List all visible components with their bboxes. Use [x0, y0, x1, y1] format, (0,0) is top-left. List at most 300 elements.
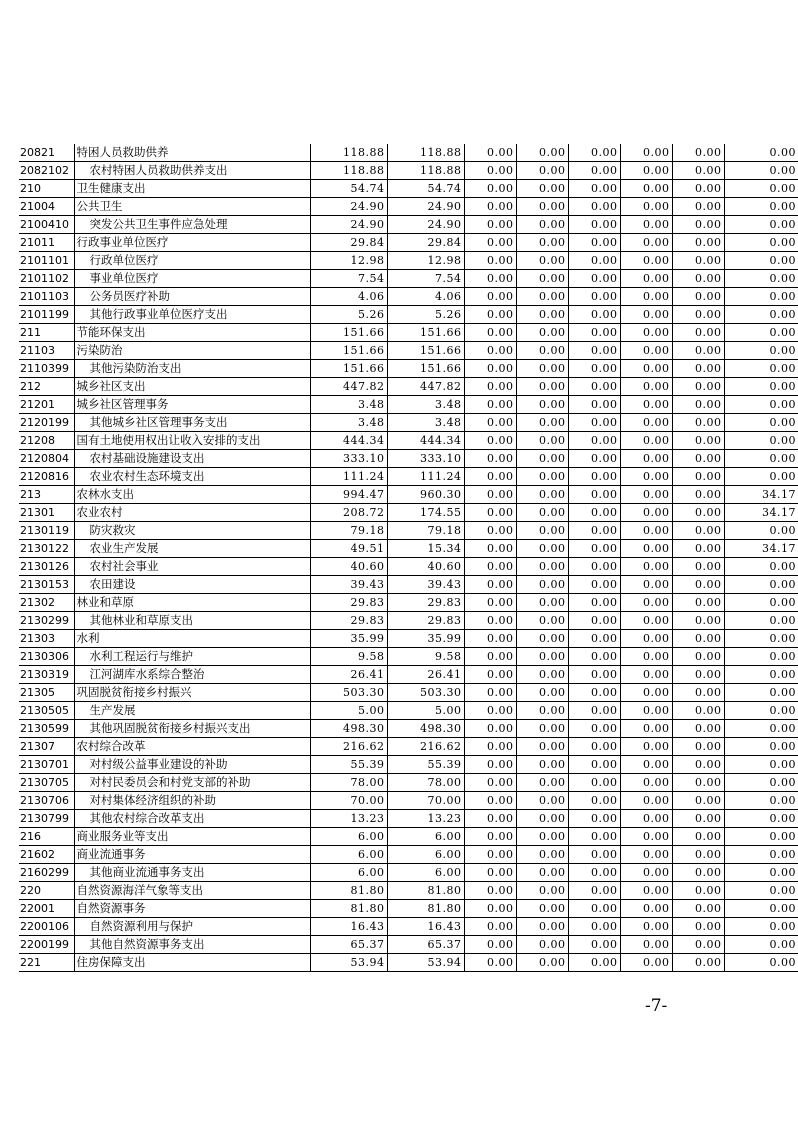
subject-name-cell: 商业流通事务: [74, 846, 310, 864]
subject-code-cell: 2120816: [19, 468, 74, 486]
amount-cell: 0.00: [568, 558, 620, 576]
table-row: [19, 504, 798, 522]
amount-cell: 0.00: [464, 468, 516, 486]
subject-code-cell: 2130319: [19, 666, 74, 684]
amount-cell: 0.00: [724, 936, 798, 954]
amount-cell: 0.00: [568, 738, 620, 756]
amount-cell: 0.00: [568, 468, 620, 486]
amount-cell: 4.06: [387, 288, 464, 306]
amount-cell: 0.00: [568, 900, 620, 918]
subject-code-cell: 2130505: [19, 702, 74, 720]
subject-name-cell: 自然资源海洋气象等支出: [74, 882, 310, 900]
amount-cell: 0.00: [672, 216, 724, 234]
amount-cell: 34.17: [724, 504, 798, 522]
subject-name-cell: 其他自然资源事务支出: [74, 936, 310, 954]
amount-cell: 0.00: [672, 594, 724, 612]
amount-cell: 0.00: [568, 198, 620, 216]
subject-code-cell: 2130153: [19, 576, 74, 594]
subject-code-cell: 2130299: [19, 612, 74, 630]
amount-cell: 0.00: [568, 486, 620, 504]
subject-code-cell: 21301: [19, 504, 74, 522]
subject-code-cell: 2120199: [19, 414, 74, 432]
table-row: [19, 414, 798, 432]
amount-cell: 0.00: [672, 666, 724, 684]
subject-name-cell: 事业单位医疗: [74, 270, 310, 288]
table-row: [19, 288, 798, 306]
subject-code-cell: 2130799: [19, 810, 74, 828]
subject-code-cell: 2101199: [19, 306, 74, 324]
amount-cell: 0.00: [464, 378, 516, 396]
amount-cell: 0.00: [568, 252, 620, 270]
amount-cell: 0.00: [464, 882, 516, 900]
amount-cell: 0.00: [724, 918, 798, 936]
table-row: [19, 684, 798, 702]
amount-cell: 0.00: [672, 180, 724, 198]
subject-name-cell: 卫生健康支出: [74, 180, 310, 198]
amount-cell: 0.00: [568, 702, 620, 720]
amount-cell: 333.10: [387, 450, 464, 468]
amount-cell: 81.80: [387, 900, 464, 918]
subject-code-cell: 212: [19, 378, 74, 396]
amount-cell: 0.00: [516, 198, 568, 216]
amount-cell: 0.00: [516, 810, 568, 828]
amount-cell: 0.00: [724, 594, 798, 612]
amount-cell: 0.00: [620, 864, 672, 882]
amount-cell: 0.00: [620, 324, 672, 342]
subject-name-cell: 农林水支出: [74, 486, 310, 504]
amount-cell: 0.00: [516, 378, 568, 396]
subject-code-cell: 21201: [19, 396, 74, 414]
subject-name-cell: 林业和草原: [74, 594, 310, 612]
table-row: [19, 828, 798, 846]
subject-name-cell: 农业农村生态环境支出: [74, 468, 310, 486]
amount-cell: 0.00: [672, 540, 724, 558]
amount-cell: 0.00: [672, 702, 724, 720]
table-row: [19, 558, 798, 576]
table-row: [19, 378, 798, 396]
subject-code-cell: 2130706: [19, 792, 74, 810]
subject-code-cell: 21004: [19, 198, 74, 216]
amount-cell: 0.00: [464, 666, 516, 684]
amount-cell: 0.00: [464, 414, 516, 432]
table-row: [19, 756, 798, 774]
amount-cell: 53.94: [387, 954, 464, 972]
amount-cell: 208.72: [310, 504, 387, 522]
table-row: [19, 342, 798, 360]
amount-cell: 16.43: [310, 918, 387, 936]
amount-cell: 15.34: [387, 540, 464, 558]
amount-cell: 333.10: [310, 450, 387, 468]
amount-cell: 0.00: [516, 450, 568, 468]
amount-cell: 0.00: [464, 846, 516, 864]
amount-cell: 4.06: [310, 288, 387, 306]
amount-cell: 0.00: [464, 252, 516, 270]
table-row: [19, 576, 798, 594]
amount-cell: 0.00: [464, 486, 516, 504]
table-row: [19, 198, 798, 216]
subject-code-cell: 2101103: [19, 288, 74, 306]
amount-cell: 444.34: [310, 432, 387, 450]
amount-cell: 0.00: [516, 612, 568, 630]
amount-cell: 0.00: [516, 144, 568, 162]
amount-cell: 0.00: [516, 270, 568, 288]
amount-cell: 498.30: [310, 720, 387, 738]
amount-cell: 0.00: [724, 396, 798, 414]
amount-cell: 151.66: [310, 360, 387, 378]
amount-cell: 40.60: [310, 558, 387, 576]
table-row: [19, 450, 798, 468]
amount-cell: 994.47: [310, 486, 387, 504]
table-row: [19, 468, 798, 486]
table-row: [19, 270, 798, 288]
table-row: [19, 846, 798, 864]
amount-cell: 0.00: [568, 810, 620, 828]
amount-cell: 0.00: [464, 540, 516, 558]
amount-cell: 12.98: [310, 252, 387, 270]
table-body: [19, 144, 798, 972]
amount-cell: 0.00: [464, 720, 516, 738]
subject-code-cell: 220: [19, 882, 74, 900]
amount-cell: 0.00: [568, 378, 620, 396]
amount-cell: 498.30: [387, 720, 464, 738]
amount-cell: 0.00: [672, 144, 724, 162]
amount-cell: 54.74: [387, 180, 464, 198]
amount-cell: 0.00: [620, 144, 672, 162]
amount-cell: 174.55: [387, 504, 464, 522]
amount-cell: 0.00: [672, 162, 724, 180]
budget-table-container: [19, 144, 796, 972]
amount-cell: 0.00: [672, 468, 724, 486]
amount-cell: 0.00: [620, 360, 672, 378]
amount-cell: 0.00: [516, 594, 568, 612]
amount-cell: 70.00: [387, 792, 464, 810]
amount-cell: 0.00: [464, 792, 516, 810]
amount-cell: 0.00: [724, 180, 798, 198]
amount-cell: 0.00: [724, 144, 798, 162]
subject-name-cell: 其他污染防治支出: [74, 360, 310, 378]
amount-cell: 0.00: [724, 342, 798, 360]
amount-cell: 0.00: [724, 792, 798, 810]
amount-cell: 13.23: [310, 810, 387, 828]
amount-cell: 0.00: [724, 306, 798, 324]
amount-cell: 0.00: [568, 504, 620, 522]
amount-cell: 0.00: [464, 756, 516, 774]
amount-cell: 444.34: [387, 432, 464, 450]
amount-cell: 0.00: [464, 684, 516, 702]
subject-name-cell: 自然资源利用与保护: [74, 918, 310, 936]
amount-cell: 0.00: [724, 576, 798, 594]
table-row: [19, 252, 798, 270]
subject-code-cell: 2120804: [19, 450, 74, 468]
amount-cell: 0.00: [568, 684, 620, 702]
amount-cell: 0.00: [672, 630, 724, 648]
amount-cell: 0.00: [724, 666, 798, 684]
amount-cell: 0.00: [464, 432, 516, 450]
subject-code-cell: 2200199: [19, 936, 74, 954]
amount-cell: 0.00: [516, 180, 568, 198]
amount-cell: 0.00: [672, 486, 724, 504]
amount-cell: 29.83: [387, 594, 464, 612]
amount-cell: 0.00: [620, 252, 672, 270]
amount-cell: 5.00: [310, 702, 387, 720]
amount-cell: 0.00: [568, 594, 620, 612]
subject-name-cell: 农村基础设施建设支出: [74, 450, 310, 468]
table-row: [19, 630, 798, 648]
subject-name-cell: 水利工程运行与维护: [74, 648, 310, 666]
amount-cell: 49.51: [310, 540, 387, 558]
amount-cell: 24.90: [387, 198, 464, 216]
table-row: [19, 738, 798, 756]
amount-cell: 0.00: [724, 234, 798, 252]
amount-cell: 0.00: [620, 792, 672, 810]
amount-cell: 0.00: [568, 720, 620, 738]
amount-cell: 0.00: [464, 738, 516, 756]
amount-cell: 0.00: [620, 288, 672, 306]
amount-cell: 0.00: [620, 198, 672, 216]
table-row: [19, 522, 798, 540]
amount-cell: 0.00: [672, 900, 724, 918]
amount-cell: 0.00: [568, 918, 620, 936]
subject-code-cell: 2130306: [19, 648, 74, 666]
subject-code-cell: 21602: [19, 846, 74, 864]
subject-name-cell: 自然资源事务: [74, 900, 310, 918]
amount-cell: 0.00: [724, 414, 798, 432]
table-row: [19, 810, 798, 828]
amount-cell: 0.00: [516, 504, 568, 522]
amount-cell: 0.00: [568, 216, 620, 234]
page-number: -7-: [645, 996, 668, 1016]
amount-cell: 5.00: [387, 702, 464, 720]
amount-cell: 0.00: [464, 900, 516, 918]
amount-cell: 0.00: [672, 450, 724, 468]
amount-cell: 0.00: [516, 432, 568, 450]
amount-cell: 0.00: [620, 900, 672, 918]
amount-cell: 0.00: [516, 954, 568, 972]
amount-cell: 0.00: [724, 810, 798, 828]
subject-name-cell: 其他城乡社区管理事务支出: [74, 414, 310, 432]
amount-cell: 29.84: [387, 234, 464, 252]
amount-cell: 0.00: [620, 630, 672, 648]
amount-cell: 0.00: [620, 720, 672, 738]
amount-cell: 0.00: [620, 180, 672, 198]
amount-cell: 0.00: [464, 936, 516, 954]
amount-cell: 0.00: [620, 270, 672, 288]
amount-cell: 0.00: [568, 954, 620, 972]
amount-cell: 0.00: [516, 306, 568, 324]
amount-cell: 0.00: [568, 162, 620, 180]
amount-cell: 0.00: [464, 216, 516, 234]
amount-cell: 0.00: [464, 270, 516, 288]
amount-cell: 0.00: [620, 954, 672, 972]
amount-cell: 0.00: [724, 828, 798, 846]
amount-cell: 0.00: [516, 522, 568, 540]
amount-cell: 0.00: [568, 288, 620, 306]
amount-cell: 0.00: [568, 432, 620, 450]
amount-cell: 0.00: [620, 234, 672, 252]
subject-name-cell: 对村民委员会和村党支部的补助: [74, 774, 310, 792]
amount-cell: 24.90: [310, 198, 387, 216]
subject-code-cell: 2130705: [19, 774, 74, 792]
amount-cell: 111.24: [310, 468, 387, 486]
amount-cell: 0.00: [464, 306, 516, 324]
amount-cell: 0.00: [672, 792, 724, 810]
amount-cell: 0.00: [672, 198, 724, 216]
amount-cell: 0.00: [568, 774, 620, 792]
table-row: [19, 306, 798, 324]
amount-cell: 26.41: [310, 666, 387, 684]
table-row: [19, 864, 798, 882]
amount-cell: 0.00: [568, 360, 620, 378]
subject-code-cell: 21303: [19, 630, 74, 648]
amount-cell: 0.00: [516, 756, 568, 774]
subject-code-cell: 21305: [19, 684, 74, 702]
amount-cell: 81.80: [387, 882, 464, 900]
amount-cell: 0.00: [672, 648, 724, 666]
amount-cell: 5.26: [310, 306, 387, 324]
table-row: [19, 162, 798, 180]
amount-cell: 0.00: [620, 918, 672, 936]
amount-cell: 0.00: [464, 180, 516, 198]
amount-cell: 0.00: [672, 774, 724, 792]
amount-cell: 65.37: [310, 936, 387, 954]
amount-cell: 0.00: [724, 378, 798, 396]
amount-cell: 0.00: [672, 612, 724, 630]
amount-cell: 13.23: [387, 810, 464, 828]
amount-cell: 40.60: [387, 558, 464, 576]
subject-name-cell: 行政单位医疗: [74, 252, 310, 270]
subject-code-cell: 2101102: [19, 270, 74, 288]
amount-cell: 39.43: [387, 576, 464, 594]
amount-cell: 216.62: [387, 738, 464, 756]
amount-cell: 0.00: [620, 432, 672, 450]
subject-code-cell: 2130122: [19, 540, 74, 558]
amount-cell: 0.00: [620, 486, 672, 504]
subject-name-cell: 巩固脱贫衔接乡村振兴: [74, 684, 310, 702]
table-row: [19, 180, 798, 198]
amount-cell: 35.99: [387, 630, 464, 648]
amount-cell: 65.37: [387, 936, 464, 954]
table-row: [19, 648, 798, 666]
amount-cell: 0.00: [516, 468, 568, 486]
amount-cell: 0.00: [568, 882, 620, 900]
amount-cell: 0.00: [568, 612, 620, 630]
amount-cell: 151.66: [387, 360, 464, 378]
amount-cell: 53.94: [310, 954, 387, 972]
amount-cell: 0.00: [464, 522, 516, 540]
subject-name-cell: 其他林业和草原支出: [74, 612, 310, 630]
amount-cell: 0.00: [672, 576, 724, 594]
amount-cell: 0.00: [672, 378, 724, 396]
amount-cell: 0.00: [672, 828, 724, 846]
amount-cell: 0.00: [724, 774, 798, 792]
amount-cell: 29.83: [310, 612, 387, 630]
amount-cell: 0.00: [568, 828, 620, 846]
amount-cell: 151.66: [310, 342, 387, 360]
subject-name-cell: 对村集体经济组织的补助: [74, 792, 310, 810]
amount-cell: 0.00: [516, 720, 568, 738]
amount-cell: 0.00: [464, 324, 516, 342]
subject-name-cell: 农业生产发展: [74, 540, 310, 558]
amount-cell: 0.00: [464, 954, 516, 972]
amount-cell: 0.00: [672, 306, 724, 324]
amount-cell: 0.00: [516, 234, 568, 252]
subject-name-cell: 农村综合改革: [74, 738, 310, 756]
amount-cell: 447.82: [387, 378, 464, 396]
table-row: [19, 666, 798, 684]
amount-cell: 0.00: [620, 594, 672, 612]
amount-cell: 503.30: [387, 684, 464, 702]
amount-cell: 35.99: [310, 630, 387, 648]
amount-cell: 0.00: [464, 864, 516, 882]
subject-name-cell: 行政事业单位医疗: [74, 234, 310, 252]
amount-cell: 0.00: [724, 954, 798, 972]
amount-cell: 0.00: [568, 936, 620, 954]
amount-cell: 0.00: [724, 882, 798, 900]
amount-cell: 118.88: [387, 144, 464, 162]
subject-name-cell: 其他巩固脱贫衔接乡村振兴支出: [74, 720, 310, 738]
subject-code-cell: 221: [19, 954, 74, 972]
amount-cell: 0.00: [724, 522, 798, 540]
amount-cell: 0.00: [724, 738, 798, 756]
subject-code-cell: 2130126: [19, 558, 74, 576]
table-row: [19, 432, 798, 450]
table-row: [19, 900, 798, 918]
amount-cell: 0.00: [516, 738, 568, 756]
amount-cell: 3.48: [310, 414, 387, 432]
amount-cell: 0.00: [672, 738, 724, 756]
amount-cell: 29.84: [310, 234, 387, 252]
amount-cell: 0.00: [724, 198, 798, 216]
amount-cell: 0.00: [672, 558, 724, 576]
amount-cell: 0.00: [464, 630, 516, 648]
amount-cell: 0.00: [516, 864, 568, 882]
amount-cell: 151.66: [387, 324, 464, 342]
amount-cell: 0.00: [568, 630, 620, 648]
amount-cell: 0.00: [568, 576, 620, 594]
amount-cell: 0.00: [516, 396, 568, 414]
amount-cell: 0.00: [672, 288, 724, 306]
amount-cell: 0.00: [724, 270, 798, 288]
amount-cell: 0.00: [672, 864, 724, 882]
table-row: [19, 720, 798, 738]
amount-cell: 70.00: [310, 792, 387, 810]
amount-cell: 0.00: [568, 864, 620, 882]
table-row: [19, 486, 798, 504]
subject-name-cell: 公务员医疗补助: [74, 288, 310, 306]
subject-code-cell: 21302: [19, 594, 74, 612]
table-row: [19, 234, 798, 252]
subject-code-cell: 2110399: [19, 360, 74, 378]
amount-cell: 0.00: [724, 900, 798, 918]
amount-cell: 24.90: [387, 216, 464, 234]
amount-cell: 111.24: [387, 468, 464, 486]
amount-cell: 0.00: [620, 684, 672, 702]
subject-name-cell: 商业服务业等支出: [74, 828, 310, 846]
amount-cell: 216.62: [310, 738, 387, 756]
amount-cell: 29.83: [387, 612, 464, 630]
amount-cell: 0.00: [464, 774, 516, 792]
amount-cell: 0.00: [724, 288, 798, 306]
amount-cell: 0.00: [620, 702, 672, 720]
amount-cell: 6.00: [387, 828, 464, 846]
amount-cell: 0.00: [516, 666, 568, 684]
amount-cell: 0.00: [672, 522, 724, 540]
amount-cell: 0.00: [516, 936, 568, 954]
amount-cell: 0.00: [568, 648, 620, 666]
subject-name-cell: 其他行政事业单位医疗支出: [74, 306, 310, 324]
subject-name-cell: 农村特困人员救助供养支出: [74, 162, 310, 180]
subject-code-cell: 2100410: [19, 216, 74, 234]
